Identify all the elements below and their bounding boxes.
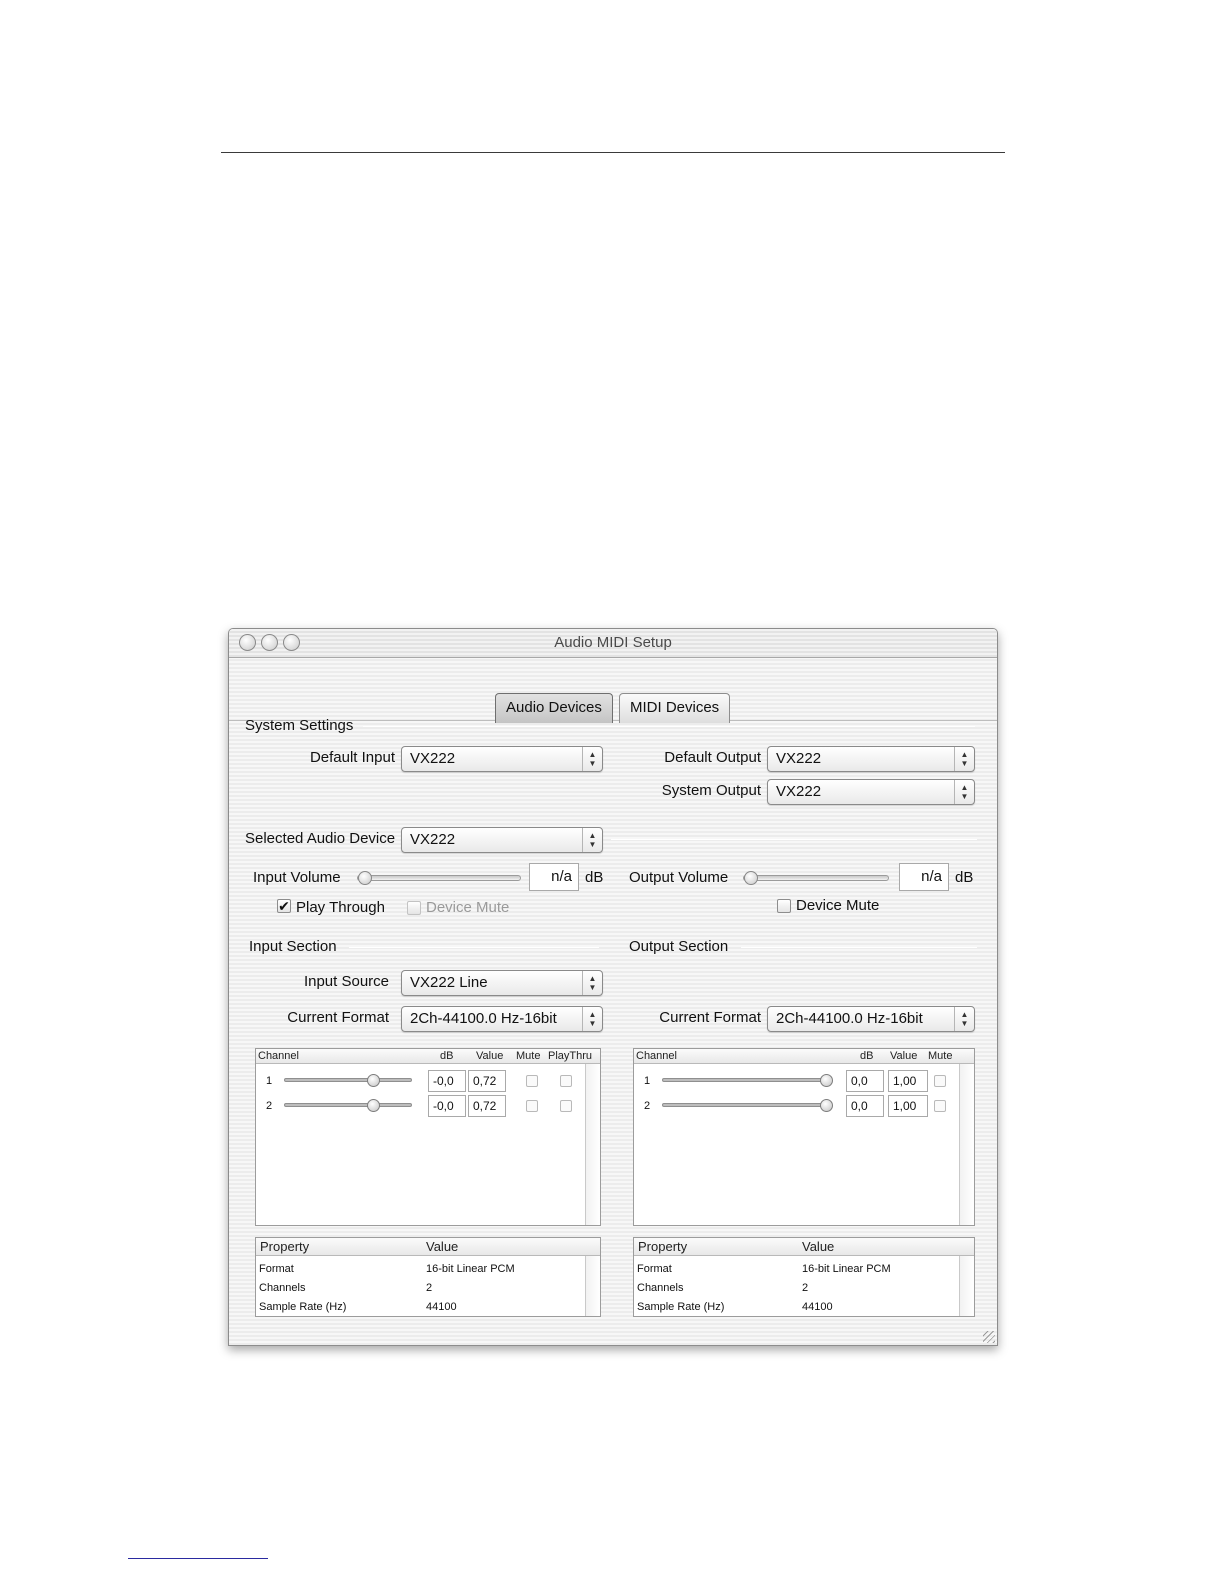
channel-2-value-field[interactable]: 0,72 — [468, 1095, 506, 1117]
channel-number: 1 — [266, 1075, 273, 1087]
property-value: 16-bit Linear PCM — [802, 1263, 891, 1275]
channel-1-db-field[interactable]: -0,0 — [428, 1070, 466, 1092]
channel-2-mute-checkbox[interactable] — [526, 1100, 538, 1112]
input-device-mute-label: Device Mute — [426, 899, 510, 916]
input-channel-scrollbar[interactable] — [585, 1064, 600, 1225]
table-header-bar — [634, 1049, 974, 1064]
checkmark-icon: ✔ — [278, 898, 290, 914]
out-channel-1-db-field[interactable]: 0,0 — [846, 1070, 884, 1092]
column-header-mute: Mute — [928, 1050, 953, 1062]
selected-device-divider — [611, 839, 977, 840]
channel-2-db-field[interactable]: -0,0 — [428, 1095, 466, 1117]
column-header-property: Property — [260, 1239, 310, 1254]
resize-grip-icon[interactable] — [983, 1331, 995, 1343]
out-channel-2-knob[interactable] — [820, 1099, 833, 1112]
output-section-divider — [741, 947, 977, 948]
property-name: Sample Rate (Hz) — [259, 1301, 347, 1313]
input-format-value: 2Ch-44100.0 Hz-16bit — [410, 1010, 557, 1027]
input-property-table[interactable] — [255, 1237, 601, 1317]
popup-arrows-icon: ▲ ▼ — [954, 747, 974, 771]
out-channel-2-value-field[interactable]: 1,00 — [888, 1095, 928, 1117]
property-name: Channels — [259, 1282, 306, 1294]
input-section-divider — [349, 947, 599, 948]
out-channel-2-db-field[interactable]: 0,0 — [846, 1095, 884, 1117]
out-channel-2-slider[interactable] — [662, 1103, 832, 1107]
column-header-channel: Channel — [636, 1050, 677, 1062]
input-volume-slider[interactable] — [357, 875, 521, 881]
channel-number: 2 — [644, 1100, 651, 1112]
default-input-value: VX222 — [410, 750, 456, 767]
column-header-db: dB — [860, 1050, 874, 1062]
property-value: 2 — [426, 1282, 433, 1294]
default-input-label: Default Input — [309, 749, 395, 766]
selected-device-label: Selected Audio Device — [245, 830, 396, 847]
system-output-label: System Output — [661, 782, 761, 799]
output-property-table[interactable] — [633, 1237, 975, 1317]
popup-arrows-icon: ▲ ▼ — [582, 747, 602, 771]
output-property-scrollbar[interactable] — [959, 1256, 974, 1316]
input-device-mute-checkbox[interactable] — [407, 901, 421, 915]
channel-1-value-field[interactable]: 0,72 — [468, 1070, 506, 1092]
out-channel-1-slider[interactable] — [662, 1078, 832, 1082]
out-channel-1-knob[interactable] — [820, 1074, 833, 1087]
output-volume-slider[interactable] — [743, 875, 889, 881]
output-device-mute-checkbox[interactable] — [777, 899, 791, 913]
channel-2-playthru-checkbox[interactable] — [560, 1100, 572, 1112]
property-value: 2 — [802, 1282, 809, 1294]
tab-audio-devices[interactable]: Audio Devices — [495, 693, 613, 723]
input-format-popup[interactable] — [401, 1006, 603, 1032]
property-value: 16-bit Linear PCM — [426, 1263, 515, 1275]
default-output-popup[interactable] — [767, 746, 975, 772]
play-through-label: Play Through — [296, 899, 385, 916]
channel-1-mute-checkbox[interactable] — [526, 1075, 538, 1087]
tab-midi-devices[interactable]: MIDI Devices — [619, 693, 730, 723]
output-format-label: Current Format — [659, 1009, 761, 1026]
property-value: 44100 — [802, 1301, 833, 1313]
property-name: Channels — [637, 1282, 684, 1294]
input-volume-unit: dB — [585, 869, 604, 886]
input-format-label: Current Format — [287, 1009, 389, 1026]
output-format-value: 2Ch-44100.0 Hz-16bit — [776, 1010, 923, 1027]
input-volume-label: Input Volume — [253, 869, 341, 886]
input-channel-table[interactable] — [255, 1048, 601, 1226]
popup-arrows-icon: ▲ ▼ — [582, 1007, 602, 1031]
selected-device-value: VX222 — [410, 831, 456, 848]
channel-2-slider[interactable] — [284, 1103, 412, 1107]
selected-device-popup[interactable] — [401, 827, 603, 853]
channel-number: 2 — [266, 1100, 273, 1112]
page-top-rule — [221, 152, 1005, 153]
default-output-value: VX222 — [776, 750, 822, 767]
column-header-value: Value — [802, 1239, 835, 1254]
input-source-label: Input Source — [303, 973, 389, 990]
system-settings-divider — [363, 726, 975, 727]
channel-number: 1 — [644, 1075, 651, 1087]
input-source-popup[interactable] — [401, 970, 603, 996]
window-title: Audio MIDI Setup — [554, 634, 672, 651]
column-header-property: Property — [638, 1239, 688, 1254]
channel-2-knob[interactable] — [367, 1099, 380, 1112]
property-name: Sample Rate (Hz) — [637, 1301, 725, 1313]
input-volume-field[interactable]: n/a — [529, 863, 579, 891]
system-output-popup[interactable] — [767, 779, 975, 805]
out-channel-1-value-field[interactable]: 1,00 — [888, 1070, 928, 1092]
column-header-channel: Channel — [258, 1050, 299, 1062]
column-header-mute: Mute — [516, 1050, 541, 1062]
channel-1-knob[interactable] — [367, 1074, 380, 1087]
input-section-heading: Input Section — [249, 938, 337, 955]
play-through-checkbox[interactable] — [277, 899, 291, 913]
system-output-value: VX222 — [776, 783, 822, 800]
column-header-value: Value — [476, 1050, 504, 1062]
column-header-value: Value — [426, 1239, 459, 1254]
window-titlebar[interactable] — [229, 629, 997, 658]
property-value: 44100 — [426, 1301, 457, 1313]
output-volume-knob[interactable] — [744, 871, 758, 885]
popup-arrows-icon: ▲ ▼ — [582, 828, 602, 852]
system-settings-heading: System Settings — [245, 717, 354, 734]
column-header-playthru: PlayThru — [548, 1050, 593, 1062]
input-source-value: VX222 Line — [410, 974, 488, 991]
column-header-value: Value — [890, 1050, 918, 1062]
property-name: Format — [637, 1263, 672, 1275]
column-header-db: dB — [440, 1050, 454, 1062]
output-volume-unit: dB — [955, 869, 974, 886]
popup-arrows-icon: ▲ ▼ — [582, 971, 602, 995]
audio-midi-setup-window — [228, 628, 998, 1346]
output-volume-field[interactable]: n/a — [899, 863, 949, 891]
tab-bar — [229, 659, 997, 721]
output-volume-label: Output Volume — [629, 869, 729, 886]
popup-arrows-icon: ▲ ▼ — [954, 1007, 974, 1031]
channel-1-slider[interactable] — [284, 1078, 412, 1082]
output-channel-scrollbar[interactable] — [959, 1064, 974, 1225]
input-property-scrollbar[interactable] — [585, 1256, 600, 1316]
out-channel-2-mute-checkbox[interactable] — [934, 1100, 946, 1112]
property-name: Format — [259, 1263, 294, 1275]
output-format-popup[interactable] — [767, 1006, 975, 1032]
popup-arrows-icon: ▲ ▼ — [954, 780, 974, 804]
default-output-label: Default Output — [664, 749, 761, 766]
out-channel-1-mute-checkbox[interactable] — [934, 1075, 946, 1087]
page-bottom-rule — [128, 1558, 268, 1559]
output-section-heading: Output Section — [629, 938, 729, 955]
default-input-popup[interactable] — [401, 746, 603, 772]
output-device-mute-label: Device Mute — [796, 897, 880, 914]
input-volume-knob[interactable] — [358, 871, 372, 885]
channel-1-playthru-checkbox[interactable] — [560, 1075, 572, 1087]
output-channel-table[interactable] — [633, 1048, 975, 1226]
